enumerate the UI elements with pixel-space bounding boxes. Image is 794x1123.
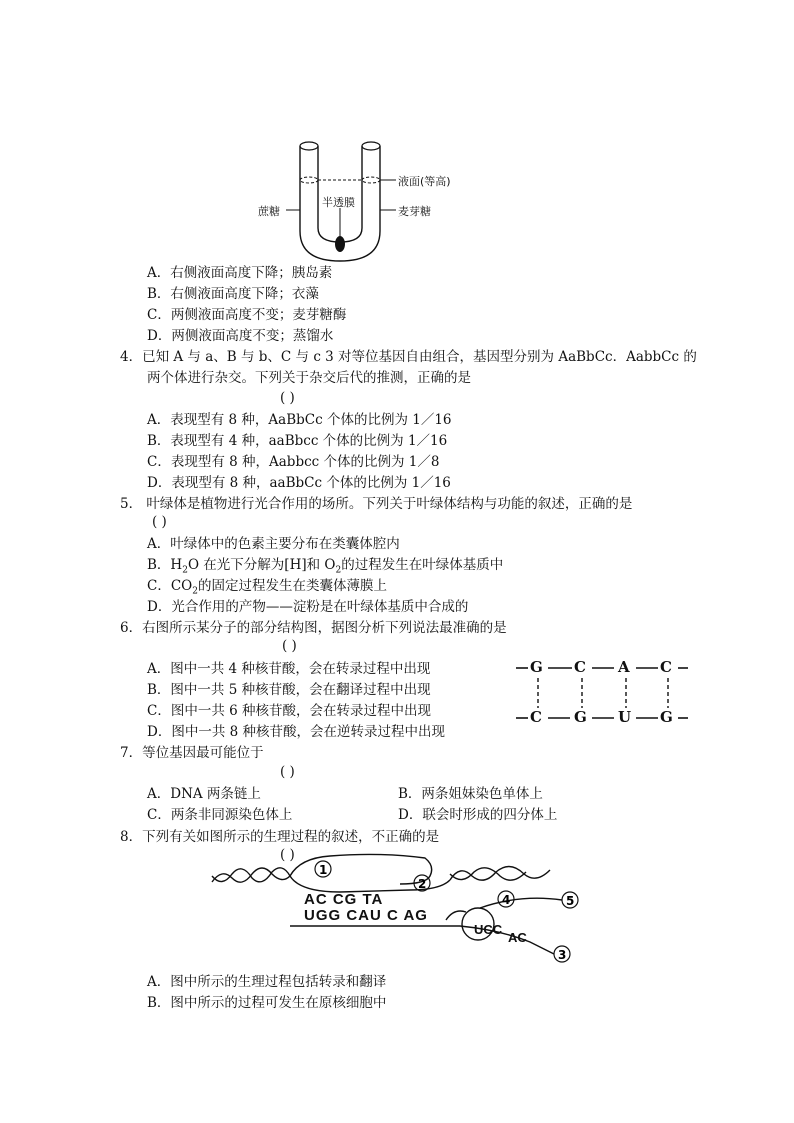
u-tube-diagram [250, 136, 460, 266]
q4-stem-line1: 4．已知 A 与 a、B 与 b、C 与 c 3 对等位基因自由组合，基因型分别为 AaBbCc．AabbCc 的 [120, 349, 697, 365]
bottom-base-4: G [660, 708, 673, 726]
top-base-4: C [660, 658, 672, 676]
q7-option-a: A．DNA 两条链上 [147, 786, 261, 802]
q8-option-a: A．图中所示的生理过程包括转录和翻译 [147, 974, 387, 990]
svg-text:4: 4 [502, 893, 511, 907]
maltose-label: 麦芽糖 [398, 205, 431, 218]
q3-option-a: A．右侧液面高度下降；胰岛素 [147, 265, 333, 281]
q8-stem: 8．下列有关如图所示的生理过程的叙述，不正确的是 [120, 829, 440, 845]
q5-option-a: A．叶绿体中的色素主要分布在类囊体腔内 [147, 536, 400, 552]
bottom-base-2: G [574, 708, 587, 726]
dna-bubble [290, 854, 432, 884]
bottom-base-3: U [618, 708, 632, 726]
trna-sequence-tail: AC [508, 930, 527, 945]
q8-answer-paren: ( ) [280, 847, 295, 863]
q6-answer-paren: ( ) [282, 638, 297, 654]
svg-text:1: 1 [319, 863, 328, 877]
membrane-icon [335, 236, 345, 252]
q7-answer-paren: ( ) [280, 764, 295, 780]
q6-option-c: C．图中一共 6 种核苷酸，会在转录过程中出现 [147, 703, 432, 719]
q6-option-a: A．图中一共 4 种核苷酸，会在转录过程中出现 [147, 661, 431, 677]
bottom-base-1: C [530, 708, 542, 726]
q4-option-c: C．表现型有 8 种，Aabbcc 个体的比例为 1／8 [147, 454, 440, 470]
dna-strand-left [212, 868, 290, 882]
q6-option-b: B．图中一共 5 种核苷酸，会在翻译过程中出现 [147, 682, 431, 698]
level-label: 液面(等高) [398, 175, 451, 188]
top-base-3: A [618, 658, 630, 676]
top-base-1: G [530, 658, 543, 676]
q6-stem: 6．右图所示某分子的部分结构图，据图分析下列说法最准确的是 [120, 620, 507, 636]
svg-text:3: 3 [558, 948, 567, 962]
q7-option-c: C．两条非同源染色体上 [147, 807, 293, 823]
q5-option-d: D．光合作用的产物——淀粉是在叶绿体基质中合成的 [147, 599, 469, 615]
sucrose-label: 蔗糖 [258, 205, 280, 218]
rna-sequence: UGG CAU C AG [304, 907, 428, 924]
q7-option-b: B．两条姐妹染色单体上 [398, 786, 543, 802]
q3-option-c: C．两侧液面高度不变；麦芽糖酶 [147, 307, 347, 323]
q3-option-b: B．右侧液面高度下降；衣藻 [147, 286, 319, 302]
q5-stem: 5． 叶绿体是植物进行光合作用的场所。下列关于叶绿体结构与功能的叙述，正确的是 [120, 496, 633, 512]
q4-option-b: B．表现型有 4 种，aaBbcc 个体的比例为 1／16 [147, 433, 448, 449]
q4-option-a: A．表现型有 8 种，AaBbCc 个体的比例为 1／16 [147, 412, 452, 428]
q7-stem: 7．等位基因最可能位于 [120, 745, 264, 761]
svg-text:5: 5 [566, 894, 575, 908]
dna-sequence: AC CG TA [304, 891, 384, 908]
q5-option-b: B．$H_2O$ 在光下分解为[H]和 $O_2$的过程发生在叶绿体基质中 [147, 557, 504, 576]
q7-option-d: D．联会时形成的四分体上 [398, 807, 558, 823]
q5-answer-paren: ( ) [152, 514, 167, 530]
q8-option-b: B．图中所示的过程可发生在原核细胞中 [147, 995, 387, 1011]
peptide-chain [480, 898, 562, 908]
q5-option-c: C．$CO_2$的固定过程发生在类囊体薄膜上 [147, 578, 387, 597]
trna-sequence: UCC [474, 922, 503, 937]
q4-stem-line2: 两个体进行杂交。下列关于杂交后代的推测，正确的是 [147, 370, 471, 386]
q3-option-d: D．两侧液面高度不变；蒸馏水 [147, 328, 334, 344]
q4-option-d: D．表现型有 8 种，aaBbCc 个体的比例为 1／16 [147, 475, 451, 491]
q4-answer-paren: ( ) [280, 390, 295, 406]
q6-option-d: D．图中一共 8 种核苷酸，会在逆转录过程中出现 [147, 724, 445, 740]
membrane-label: 半透膜 [322, 196, 355, 209]
svg-text:2: 2 [418, 877, 427, 891]
top-base-2: C [574, 658, 586, 676]
